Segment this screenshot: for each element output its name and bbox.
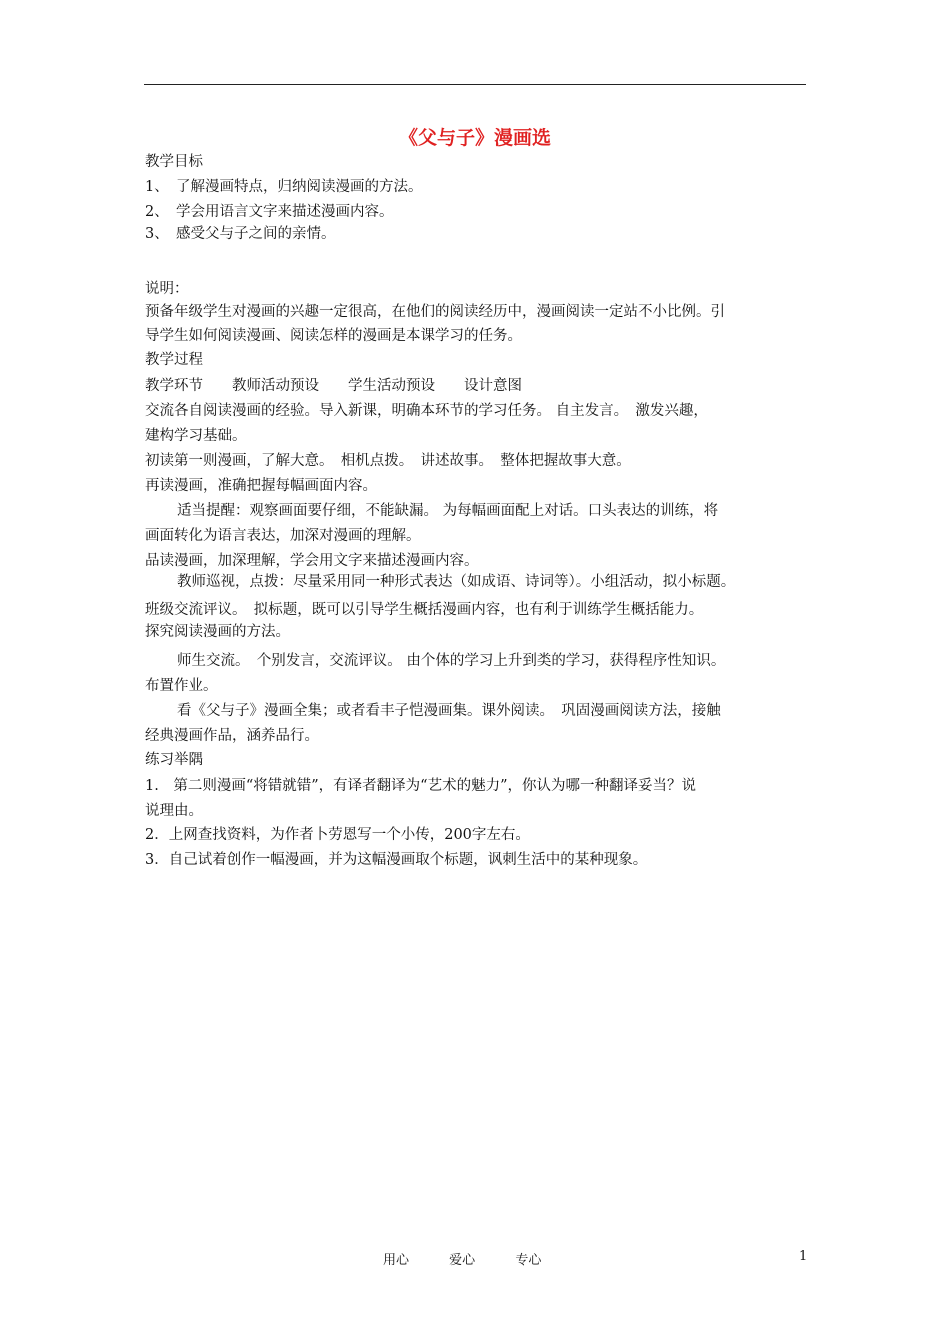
text-line: 教学环节 教师活动预设 学生活动预设 设计意图 [145, 378, 522, 394]
text-line: 品读漫画，加深理解，学会用文字来描述漫画内容。 [145, 553, 479, 569]
text-line: 教学过程 [145, 352, 203, 368]
text-line: 班级交流评议。 拟标题，既可以引导学生概括漫画内容，也有利于训练学生概括能力。 [145, 602, 704, 618]
text-line: 建构学习基础。 [145, 428, 247, 444]
footer-motto-1: 用心 [383, 1253, 410, 1268]
document-title: 《父与子》漫画选 [398, 127, 551, 149]
text-line: 3．自己试着创作一幅漫画，并为这幅漫画取个标题，讽刺生活中的某种现象。 [145, 852, 648, 868]
text-line: 练习举隅 [145, 752, 203, 768]
text-line: 说理由。 [145, 803, 203, 819]
text-line: 看《父与子》漫画全集；或者看丰子恺漫画集。课外阅读。 巩固漫画阅读方法，接触 [177, 703, 721, 719]
text-line: 探究阅读漫画的方法。 [145, 624, 290, 640]
text-line: 1、 了解漫画特点，归纳阅读漫画的方法。 [145, 179, 423, 195]
text-line: 导学生如何阅读漫画、阅读怎样的漫画是本课学习的任务。 [145, 328, 522, 344]
footer-motto [383, 1249, 577, 1268]
text-line: 教学目标 [145, 154, 203, 170]
text-line: 布置作业。 [145, 678, 218, 694]
text-line: 1. 第二则漫画“将错就错”，有译者翻译为“艺术的魅力”，你认为哪一种翻译妥当？说 [145, 778, 696, 794]
header-rule [144, 84, 806, 85]
text-line: 交流各自阅读漫画的经验。导入新课，明确本环节的学习任务。 自主发言。 激发兴趣， [145, 403, 708, 419]
text-line: 教师巡视，点拨：尽量采用同一种形式表达（如成语、诗词等）。小组活动，拟小标题。 [177, 574, 736, 590]
footer-motto-2: 爱心 [449, 1253, 476, 1268]
text-line: 3、 感受父与子之间的亲情。 [145, 226, 336, 242]
text-line: 适当提醒：观察画面要仔细，不能缺漏。 为每幅画面配上对话。口头表达的训练，将 [177, 503, 719, 519]
text-line: 预备年级学生对漫画的兴趣一定很高，在他们的阅读经历中，漫画阅读一定站不小比例。引 [145, 304, 725, 320]
page-number: 1 [799, 1249, 808, 1264]
text-line: 说明： [145, 281, 189, 297]
text-line: 经典漫画作品，涵养品行。 [145, 728, 319, 744]
text-line: 初读第一则漫画，了解大意。 相机点拨。 讲述故事。 整体把握故事大意。 [145, 453, 631, 469]
text-line: 师生交流。 个别发言，交流评议。 由个体的学习上升到类的学习，获得程序性知识。 [177, 653, 726, 669]
text-line: 2、 学会用语言文字来描述漫画内容。 [145, 204, 394, 220]
text-line: 2．上网查找资料，为作者卜劳恩写一个小传，200字左右。 [145, 827, 530, 843]
footer-motto-3: 专心 [515, 1253, 542, 1268]
text-line: 画面转化为语言表达，加深对漫画的理解。 [145, 528, 421, 544]
text-line: 再读漫画，准确把握每幅画面内容。 [145, 478, 377, 494]
